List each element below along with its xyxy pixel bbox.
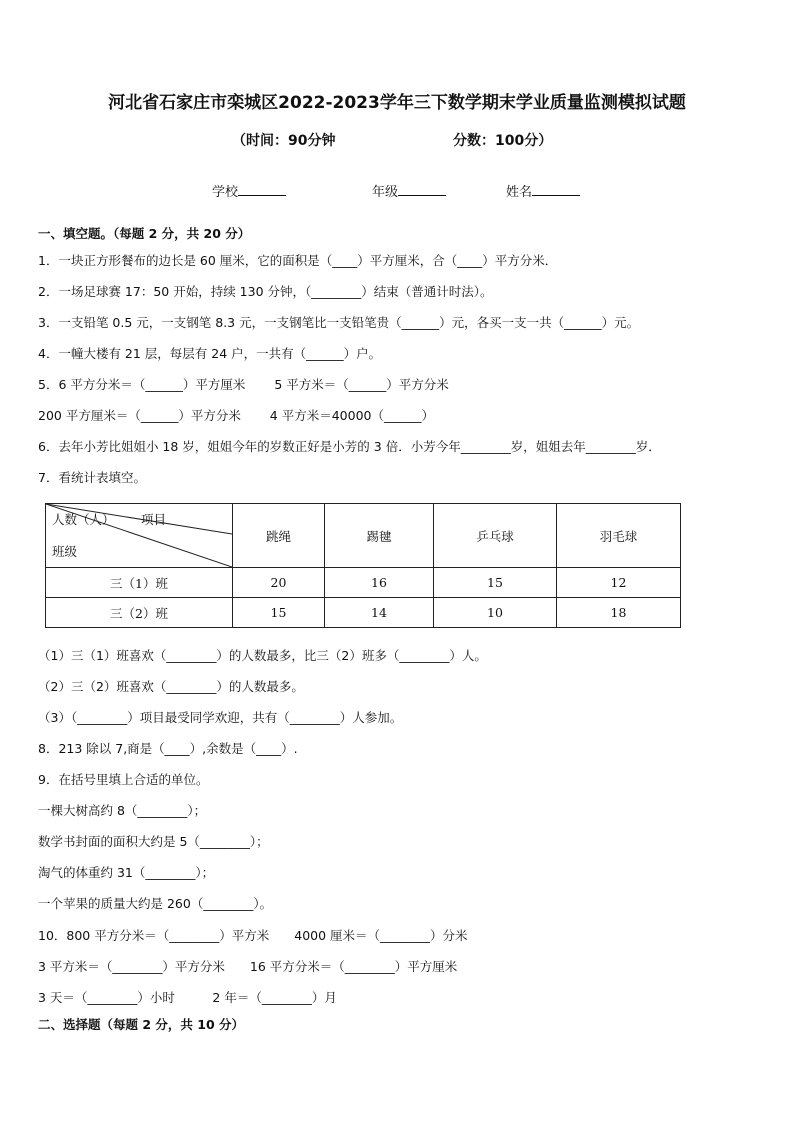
statistics-table <box>45 503 681 628</box>
question-4: 4．一幢大楼有 21 层，每层有 24 户，一共有（______）户。 <box>38 346 382 361</box>
question-7: 7．看统计表填空。 <box>38 470 146 485</box>
school-label: 学校 <box>212 185 239 200</box>
school-blank[interactable] <box>238 183 286 196</box>
row-class-cell: 三（2）班 <box>46 598 233 628</box>
question-10-c: 3 天＝（________）小时 2 年＝（________）月 <box>38 990 337 1005</box>
section-1-title: 一、填空题。（每题 2 分，共 20 分） <box>38 226 251 241</box>
row-class-cell: 三（1）班 <box>46 568 233 598</box>
section-2-title: 二、选择题（每题 2 分，共 10 分） <box>38 1017 245 1032</box>
question-1: 1．一块正方形餐布的边长是 60 厘米，它的面积是（____）平方厘米，合（____）平方分米． <box>38 253 558 268</box>
corner-class-label: 班级 <box>52 544 78 559</box>
table-header-row <box>46 504 681 568</box>
question-5-b: 200 平方厘米＝（______）平方分米 4 平方米＝40000（______） <box>38 408 434 423</box>
question-10-a: 10．800 平方分米＝（________）平方米 4000 厘米＝（________）分米 <box>38 928 468 943</box>
exam-time: （时间：90分钟 <box>232 133 336 149</box>
header-cell: 跳绳 <box>233 504 325 568</box>
table-cell: 20 <box>233 568 325 598</box>
question-10-b: 3 平方米＝（________）平方分米 16 平方分米＝（________）平方厘米 <box>38 959 458 974</box>
question-5-a: 5．6 平方分米＝（______）平方厘米 5 平方米＝（______）平方分米 <box>38 377 449 392</box>
grade-field <box>372 181 446 200</box>
question-8: 8．213 除以 7,商是（____）,余数是（____）. <box>38 741 298 756</box>
table-cell: 16 <box>325 568 434 598</box>
name-label: 姓名 <box>506 185 533 200</box>
question-7-1: （1）三（1）班喜欢（________）的人数最多，比三（2）班多（________）人。 <box>38 648 487 663</box>
grade-label: 年级 <box>372 185 399 200</box>
table-row <box>46 568 681 598</box>
exam-score: 分数：100分） <box>453 133 553 149</box>
table-row <box>46 598 681 628</box>
question-9-a: 一棵大树高约 8（________）； <box>38 803 207 818</box>
question-9: 9．在括号里填上合适的单位。 <box>38 772 209 787</box>
question-7-3: （3）（________）项目最受同学欢迎，共有（________）人参加。 <box>38 710 403 725</box>
header-cell: 羽毛球 <box>557 504 681 568</box>
corner-item-label: 项目 <box>141 512 167 527</box>
table-corner-cell <box>46 504 233 568</box>
question-2: 2．一场足球赛 17：50 开始，持续 130 分钟，（________）结束（普通计时法）。 <box>38 284 493 299</box>
table-cell: 18 <box>557 598 681 628</box>
question-6: 6．去年小芳比姐姐小 18 岁，姐姐今年的岁数正好是小芳的 3 倍．小芳今年________岁，姐姐去年________岁． <box>38 439 661 454</box>
grade-blank[interactable] <box>398 183 446 196</box>
name-blank[interactable] <box>532 183 580 196</box>
question-7-2: （2）三（2）班喜欢（________）的人数最多。 <box>38 679 304 694</box>
header-cell: 乒乓球 <box>434 504 557 568</box>
page-title: 河北省石家庄市栾城区2022-2023学年三下数学期末学业质量监测模拟试题 <box>108 93 686 113</box>
header-cell: 踢毽 <box>325 504 434 568</box>
name-field <box>506 181 580 200</box>
table-cell: 12 <box>557 568 681 598</box>
question-9-d: 一个苹果的质量大约是 260（________）。 <box>38 896 273 911</box>
table-cell: 15 <box>434 568 557 598</box>
table-cell: 10 <box>434 598 557 628</box>
question-9-c: 淘气的体重约 31（________）； <box>38 865 215 880</box>
question-3: 3．一支铅笔 0.5 元，一支钢笔 8.3 元，一支钢笔比一支铅笔贵（______）元，各买一支一共（______）元。 <box>38 315 640 330</box>
table-cell: 15 <box>233 598 325 628</box>
corner-count-label: 人数（人） <box>52 512 115 527</box>
table-cell: 14 <box>325 598 434 628</box>
question-9-b: 数学书封面的面积大约是 5（________）； <box>38 834 269 849</box>
school-field <box>212 181 286 200</box>
